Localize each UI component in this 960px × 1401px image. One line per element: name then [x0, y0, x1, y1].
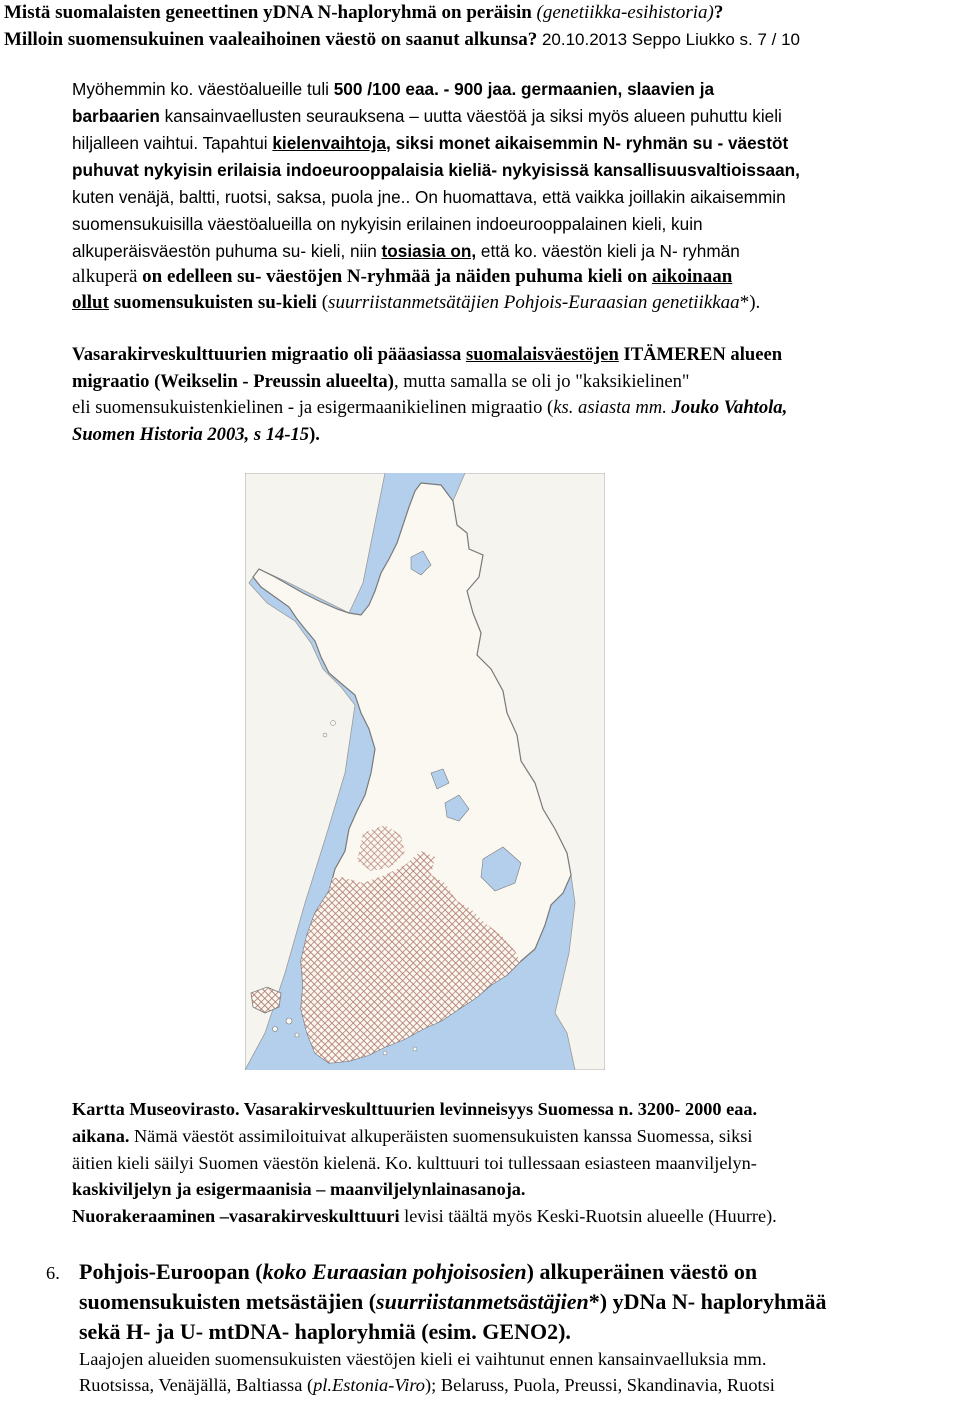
- para2-bold: migraatio (Weikselin - Preussin alueelta): [72, 371, 394, 392]
- para1-italic: suurriistanmetsätäjien Pohjois-Euraasian genetiikkaa: [328, 292, 740, 313]
- para1-line-1: [72, 79, 714, 100]
- section6-italic: pl.: [313, 1375, 333, 1395]
- para1-underline: kielenvaihtoja,: [272, 133, 391, 153]
- caption-line-1: [72, 1099, 757, 1120]
- section6-text: ); Belaruss, Puola, Preussi, Skandinavia, Ruotsi: [424, 1375, 775, 1395]
- para2-text: , mutta samalla se oli jo "kaksikielinen": [393, 371, 690, 392]
- section6-bold-italic: suurriistanmetsästäjien: [376, 1289, 589, 1314]
- header-date-author-page: 20.10.2013 Seppo Liukko s. 7 / 10: [541, 30, 800, 49]
- caption-line-5: [72, 1206, 777, 1227]
- section6-bold: Pohjois-Euroopan (: [79, 1259, 263, 1284]
- section6-bold: *) yDNa N- haploryhmää: [588, 1289, 827, 1314]
- para1-text: hiljalleen vaihtui.: [72, 133, 199, 153]
- para1-bold: on edelleen su- väestöjen N-ryhmää ja näiden puhuma kieli on: [142, 266, 653, 287]
- section6-bold: sekä H- ja U- mtDNA- haploryhmiä (esim. GENO2).: [79, 1319, 571, 1344]
- para2-bold: ITÄMEREN alueen: [618, 344, 783, 365]
- para1-text: alkuperäisväestön puhuma su- kieli, niin: [72, 241, 382, 261]
- para1-text: kuten venäjä, baltti, ruotsi, saksa, puola jne.: [72, 187, 406, 207]
- caption-bold: kaskiviljelyn ja esigermaanisia – maanviljelynlainasanoja.: [72, 1179, 526, 1199]
- para1-line-9: [72, 292, 760, 314]
- para1-text: että ko. väestön kieli ja N- ryhmän: [476, 241, 740, 261]
- para1-text: Myöhemmin ko. väestöalueille tuli: [72, 79, 334, 99]
- header-title: Mistä suomalaisten geneettinen yDNA N-haploryhmä on peräisin: [4, 2, 537, 23]
- para2-italic: ks. asiasta mm.: [553, 397, 667, 418]
- para1-underline: tosiasia on,: [381, 241, 477, 261]
- caption-bold: aikana.: [72, 1126, 130, 1146]
- para2-bold-italic: Jouko Vahtola,: [666, 397, 788, 418]
- para1-line-4: [72, 160, 800, 181]
- caption-line-2: [72, 1126, 752, 1147]
- para1-line-5: [72, 187, 786, 208]
- para1-line-8: [72, 266, 732, 288]
- section6-line-5: [79, 1375, 775, 1396]
- para1-text: suomensukuisilla väestöalueilla on nykyisin erilainen indoeurooppalainen kieli, kuin: [72, 214, 703, 234]
- para1-bold: barbaarien: [72, 106, 160, 126]
- section6-bold: suomensukuisten metsästäjien (: [79, 1289, 377, 1314]
- para2-line-3: [72, 397, 787, 419]
- caption-line-4: [72, 1179, 526, 1200]
- para2-underline: suomalaisväestöjen: [465, 344, 619, 365]
- para2-line-4: [72, 424, 320, 446]
- para1-line-3: [72, 133, 788, 154]
- section6-text: Ruotsissa, Venäjällä, Baltiassa (: [79, 1375, 314, 1395]
- para1-line-7: [72, 241, 740, 262]
- finland-map: [245, 473, 605, 1070]
- section6-text: Laajojen alueiden suomensukuisten väestöjen kieli ei vaihtunut ennen kansainvaelluksia mm.: [79, 1349, 767, 1369]
- section6-line-4: [79, 1349, 766, 1370]
- header-line-1: [4, 2, 723, 24]
- header-line-2: [4, 29, 800, 51]
- para1-text: . On huomattava, että vaikka joillakin aikaisemmin: [405, 187, 786, 207]
- para2-bold: Vasarakirveskulttuurien migraatio oli pääasiassa: [72, 344, 466, 365]
- section6-line-3: [79, 1319, 571, 1345]
- para1-line-6: [72, 214, 703, 235]
- para1-text: (: [316, 292, 329, 313]
- caption-bold: Kartta Museovirasto. Vasarakirveskulttuurien levinneisyys Suomessa n. 3200- 2000 eaa.: [72, 1099, 758, 1119]
- header-subtitle: Milloin suomensukuinen vaaleaihoinen väestö on saanut alkunsa?: [4, 29, 542, 50]
- para1-text: alkuperä: [72, 266, 143, 287]
- para1-text: kansainvaellusten seurauksena – uutta väestöä ja siksi myös alueen puhuttu kieli: [159, 106, 782, 126]
- section6-italic: Estonia-Viro: [332, 1375, 425, 1395]
- section-number: 6.: [46, 1263, 60, 1283]
- section6-bold: ) alkuperäinen väestö on: [526, 1259, 758, 1284]
- para1-text: Tapahtui: [198, 133, 273, 153]
- section6-line-1: [79, 1259, 757, 1285]
- para2-bold: ).: [309, 424, 320, 445]
- header-title-italic: (genetiikka-esihistoria): [536, 2, 714, 23]
- para1-text: *).: [739, 292, 761, 313]
- para1-underline: ollut: [72, 292, 109, 313]
- section6-bold-italic: koko Euraasian pohjoisosien: [262, 1259, 527, 1284]
- para1-bold: 500 /100 eaa. - 900 jaa. germaanien, slaavien ja: [333, 79, 715, 99]
- header-title-end: ?: [713, 2, 724, 23]
- caption-text: levisi täältä myös Keski-Ruotsin alueelle (Huurre).: [399, 1206, 777, 1226]
- caption-line-3: [72, 1153, 757, 1174]
- section6-line-2: [79, 1289, 827, 1315]
- para1-bold: suomensukuisten su-kieli: [108, 292, 317, 313]
- caption-text: äitien kieli säilyi Suomen väestön kielenä. Ko. kulttuuri toi tullessaan esiasteen maanviljelyn-: [72, 1153, 757, 1173]
- para1-bold: puhuvat nykyisin erilaisia indoeurooppalaisia kieliä- nykyisissä kansallisuusvaltioissaan,: [72, 160, 800, 180]
- para2-text: eli suomensukuistenkielinen - ja esigermaanikielinen migraatio (: [72, 397, 554, 418]
- para2-bold-italic: Suomen Historia 2003, s 14-15: [72, 424, 310, 445]
- caption-text: Nämä väestöt assimiloituivat alkuperäisten suomensukuisten kanssa Suomessa, siksi: [129, 1126, 753, 1146]
- para2-line-1: [72, 344, 782, 366]
- para1-line-2: [72, 106, 782, 127]
- para2-line-2: [72, 371, 690, 393]
- para1-underline: aikoinaan: [652, 266, 733, 287]
- para1-bold: siksi monet aikaisemmin N- ryhmän su - väestöt: [390, 133, 789, 153]
- caption-bold: Nuorakeraaminen –vasarakirveskulttuuri: [72, 1206, 400, 1226]
